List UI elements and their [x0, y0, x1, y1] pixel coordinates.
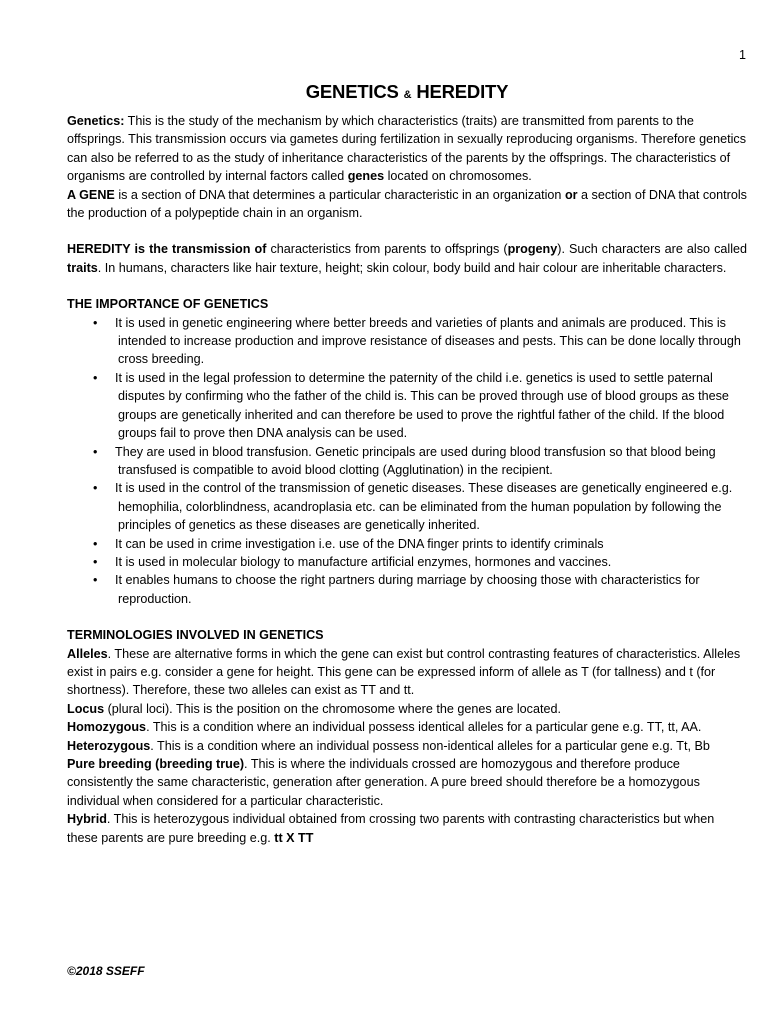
list-item-text: They are used in blood transfusion. Genetic principals are used during blood transfusion so that blood being transfused is compatible to avoid blood clotting (Agglutination) in the recipient. — [115, 444, 716, 477]
progeny-term: progeny — [507, 242, 558, 257]
list-item — [67, 571, 747, 608]
genetics-text-b: located on chromosomes. — [384, 169, 532, 184]
pure-breeding-text: . This is where the individuals crossed are homozygous and therefore produce consistently the same characteristic, generation after generation. A pure breed should therefore be a homozygous individual when considered for a particular characteristic. — [67, 757, 700, 808]
bullet-icon: • — [93, 554, 98, 569]
list-item-text: It is used in molecular biology to manufacture artificial enzymes, hormones and vaccines. — [115, 554, 612, 569]
bullet-icon: • — [93, 315, 98, 330]
heredity-text-a: characteristics from parents to offsprings ( — [266, 242, 508, 257]
gene-or: or — [564, 187, 578, 202]
spacer — [67, 222, 747, 240]
pure-breeding-definition — [67, 755, 747, 810]
heredity-definition — [67, 240, 747, 277]
spacer — [67, 608, 747, 626]
title-part-heredity: HEREDITY — [416, 81, 509, 102]
list-item-text: It enables humans to choose the right partners during marriage by choosing those with characteristics for reproduction. — [115, 573, 700, 606]
list-item — [67, 314, 747, 369]
genetics-term: Genetics: — [67, 114, 125, 128]
genetics-text-a: This is the study of the mechanism by which characteristics (traits) are transmitted from parents to the offsprings. This transmission occurs via gametes during fertilization in sexually reproducing organisms. Therefore genetics can also be referred to as the study of inheritance characteristics of the parents by the offsprings. The characteristics of organisms are controlled by internal factors called — [67, 114, 746, 184]
gene-text-a: is a section of DNA that determines a particular characteristic in an organization — [114, 187, 565, 202]
hybrid-example: tt X TT — [274, 830, 314, 845]
locus-definition — [67, 700, 747, 718]
genes-term: genes — [347, 169, 385, 184]
heredity-term: HEREDITY is the transmission of — [67, 242, 267, 257]
gene-definition — [67, 186, 747, 223]
alleles-text: . These are alternative forms in which the gene can exist but control contrasting features of characteristics. Alleles exist in pairs e.g. consider a gene for height. This gene can be expressed inform of allele as T (for tallness) and t (for shortness). Therefore, these two alleles can exist as TT and tt. — [67, 646, 741, 698]
terminologies-heading: TERMINOLOGIES INVOLVED IN GENETICS — [67, 628, 324, 643]
heterozygous-term: Heterozygous — [67, 738, 151, 753]
list-item-text: It is used in the legal profession to determine the paternity of the child i.e. genetics is used to settle paternal disputes by confirming who the father of the child is. This can be proved through use of blood groups as these groups are genetically inherited and can therefore be used to prove the rightful father of the child. If the blood groups fail to prove then DNA analysis can be used. — [115, 370, 729, 441]
list-item — [67, 553, 747, 571]
homozygous-definition — [67, 718, 747, 736]
list-item — [67, 443, 747, 480]
list-item — [67, 479, 747, 534]
hybrid-definition — [67, 810, 747, 847]
heterozygous-text: . This is a condition where an individual possess non-identical alleles for a particular gene e.g. Tt, Bb — [150, 738, 710, 753]
list-item — [67, 535, 747, 553]
bullet-icon: • — [93, 370, 98, 385]
traits-term: traits — [67, 260, 98, 275]
page-number: 1 — [738, 48, 746, 62]
title-ampersand: & — [403, 89, 412, 101]
heredity-text-c: . In humans, characters like hair texture, height; skin colour, body build and hair colour are inheritable characters. — [97, 260, 727, 275]
list-item-text: It can be used in crime investigation i.e. use of the DNA finger prints to identify criminals — [115, 536, 604, 551]
bullet-icon: • — [93, 444, 98, 459]
list-item-text: It is used in the control of the transmission of genetic diseases. These diseases are genetically engineered e.g. hemophilia, colorblindness, acandroplasia etc. can be eliminated from the human population by following the principles of genetics as these diseases are genetically inherited. — [115, 481, 733, 533]
bullet-icon: • — [93, 573, 98, 588]
footer-copyright: ©2018 SSEFF — [67, 964, 145, 978]
alleles-definition — [67, 645, 747, 700]
locus-text: (plural loci). This is the position on the chromosome where the genes are located. — [104, 701, 561, 716]
hybrid-text: . This is heterozygous individual obtained from crossing two parents with contrasting characteristics but when these parents are pure breeding e.g. — [67, 812, 715, 845]
importance-list — [67, 314, 747, 609]
heterozygous-definition — [67, 737, 747, 755]
alleles-term: Alleles — [67, 646, 108, 661]
genetics-definition — [67, 112, 747, 186]
heredity-text-b: ). Such characters are also called — [557, 242, 747, 257]
title-part-genetics: GENETICS — [305, 81, 399, 102]
gene-term: A GENE — [67, 187, 115, 202]
list-item — [67, 369, 747, 443]
document-body — [67, 80, 747, 847]
pure-breeding-term: Pure breeding (breeding true) — [67, 757, 245, 771]
importance-heading: THE IMPORTANCE OF GENETICS — [67, 297, 269, 312]
bullet-icon: • — [93, 536, 98, 551]
spacer — [67, 277, 747, 295]
page-title — [67, 80, 747, 107]
homozygous-term: Homozygous — [67, 720, 147, 735]
bullet-icon: • — [93, 481, 98, 496]
locus-term: Locus — [67, 701, 105, 716]
list-item-text: It is used in genetic engineering where better breeds and varieties of plants and animals are produced. This is intended to increase production and improve resistance of diseases and pests. This can be done locally through cross breeding. — [115, 315, 741, 367]
hybrid-term: Hybrid — [67, 812, 107, 827]
gene-text-b: a section of DNA that controls the production of a polypeptide chain in an organism. — [67, 187, 747, 221]
homozygous-text: . This is a condition where an individual possess identical alleles for a particular gene e.g. TT, tt, AA. — [146, 720, 702, 735]
